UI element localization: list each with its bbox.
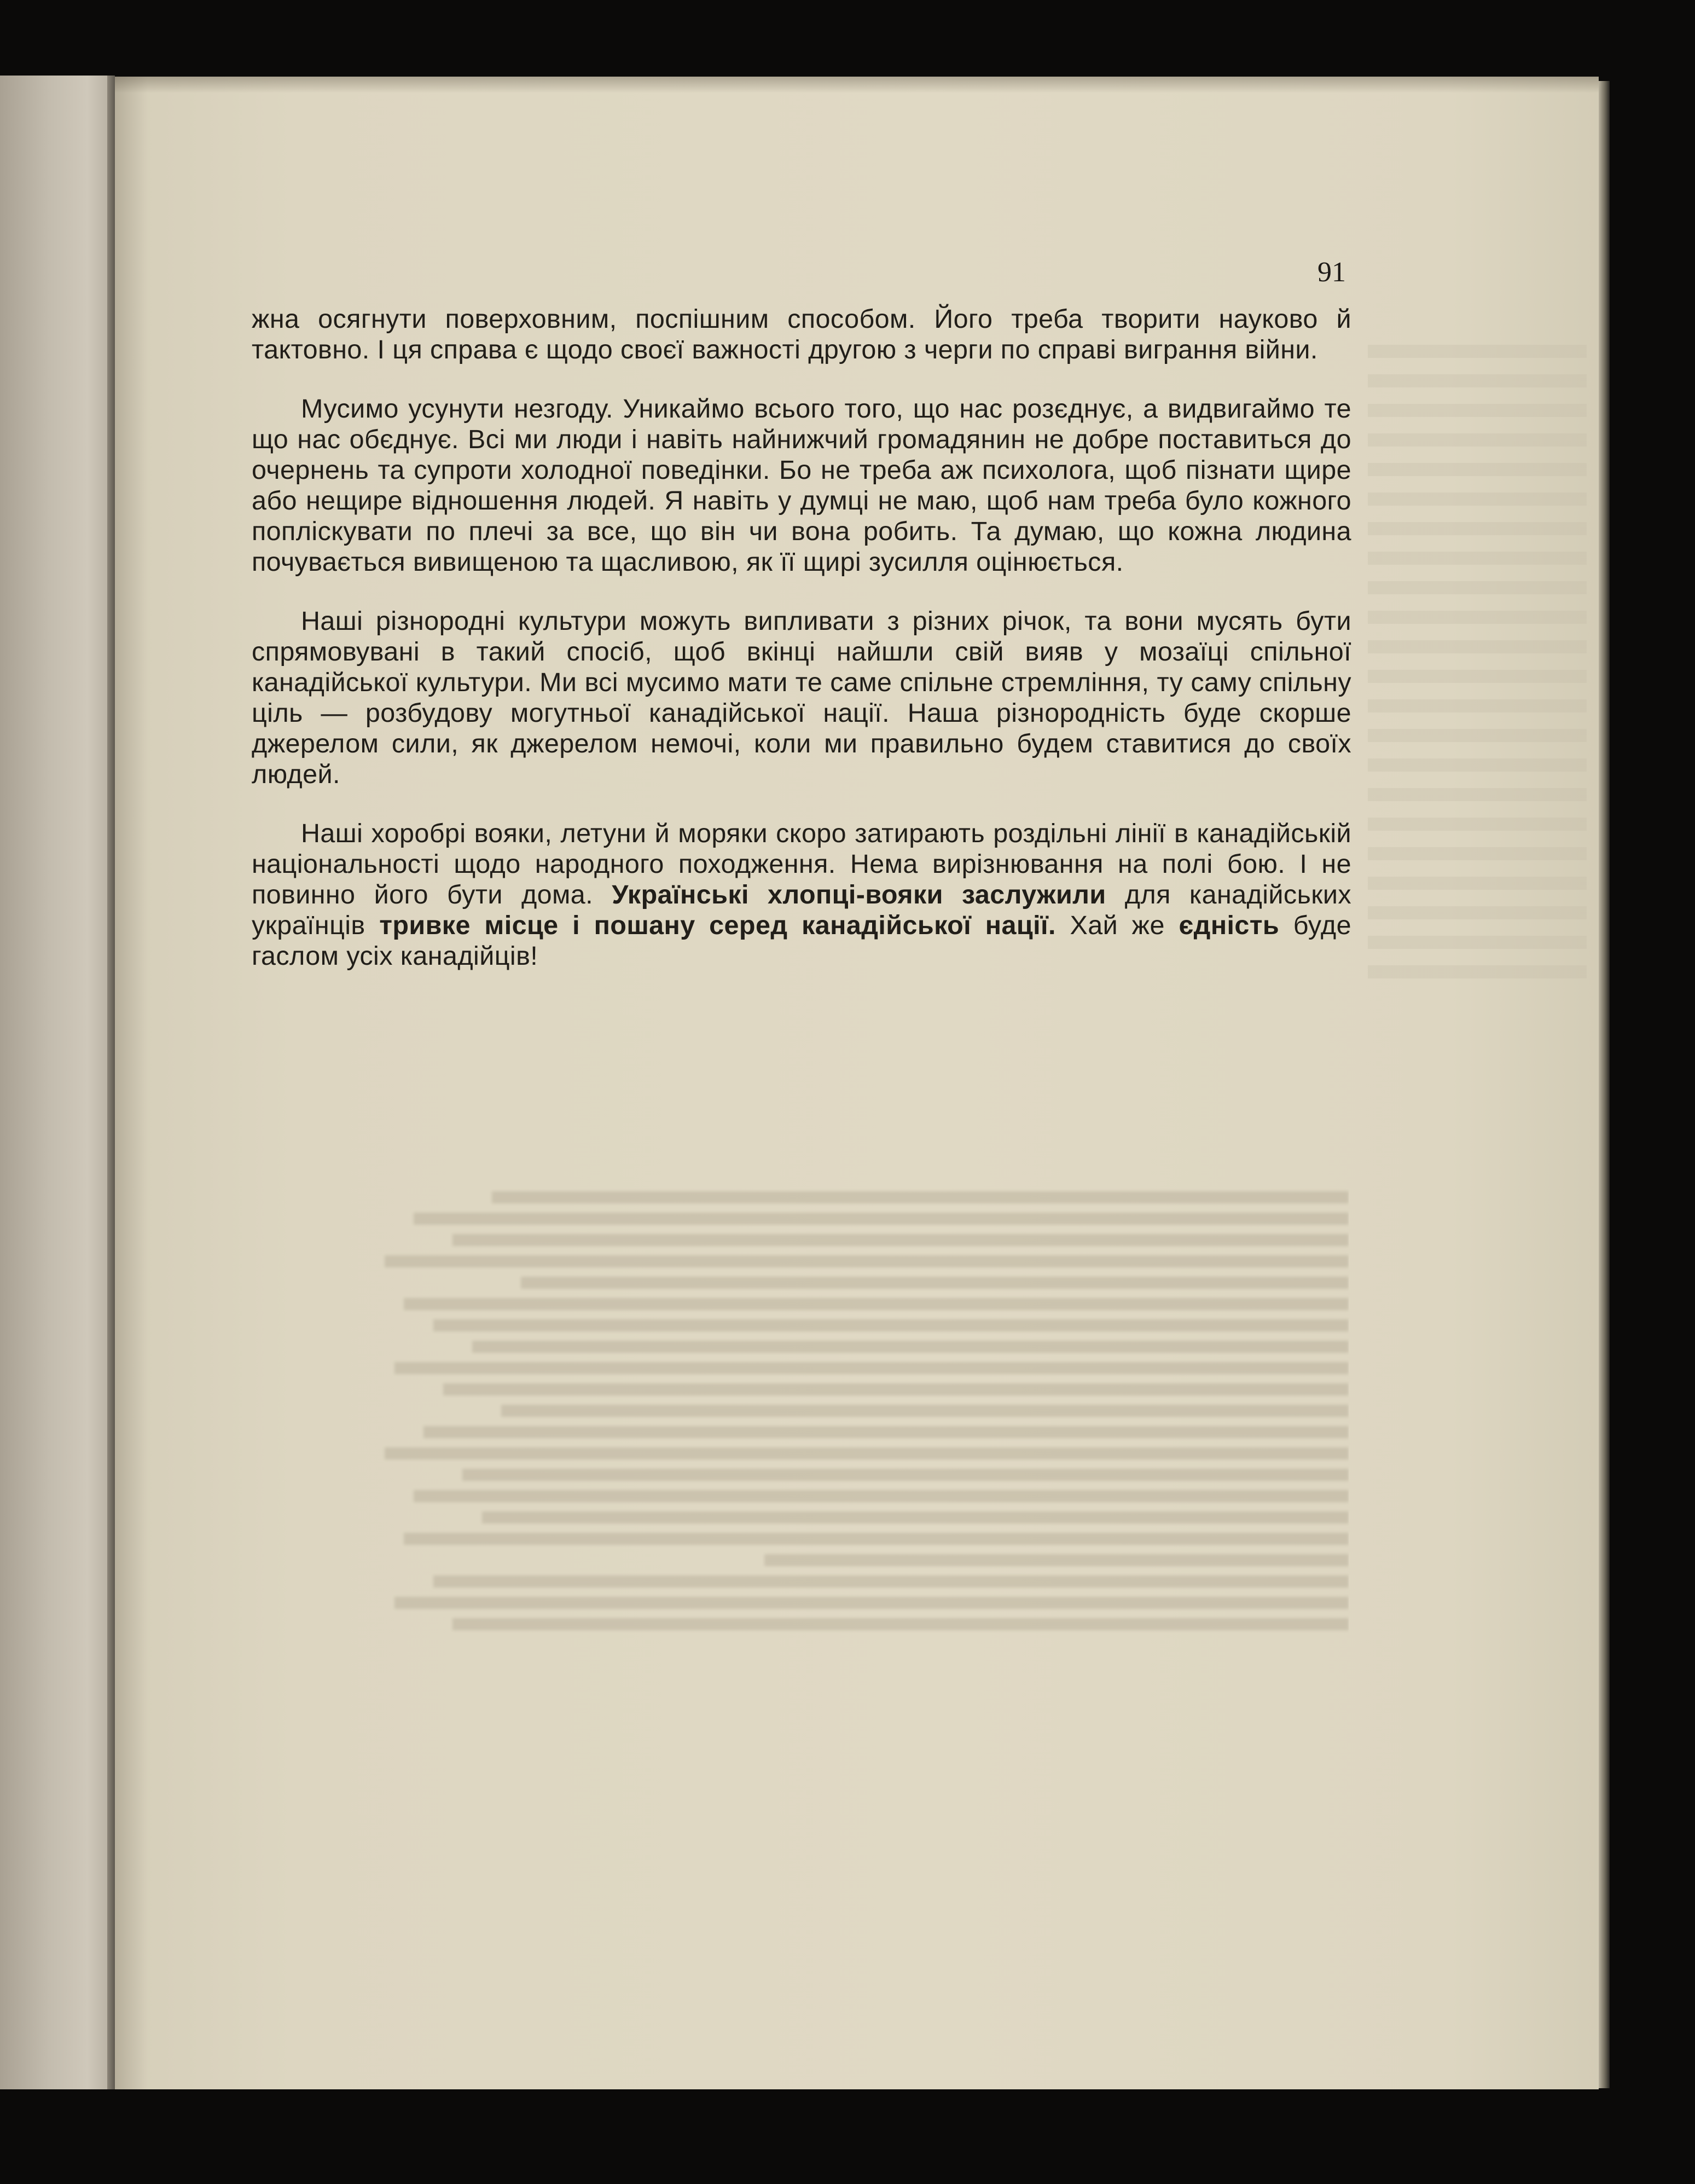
left-page-edge <box>0 76 109 2089</box>
show-through-line <box>394 1362 1349 1374</box>
paragraph-text: Наші різнородні культури можуть випливати з різних річок, та вони мусять бути спрямовувані в такий спосіб, щоб вкінці найшли свій вияв у мозаїці спільної канадійської культури. Ми всі мусимо мати те саме спільне стремління, ту саму спільну ціль — розбудову могутньої канадійської нації. Наша різнородність буде скорше джерелом сили, як джерелом немочі, коли ми правильно будем ставитися до своїх людей. <box>252 606 1351 789</box>
bold-phrase: єдність <box>1179 911 1280 940</box>
paragraph-text: буде гаслом усіх канадійців! <box>252 911 1351 971</box>
paragraph-text: для канадійських українців <box>252 880 1351 940</box>
paragraph-4 <box>252 818 1351 971</box>
show-through-line <box>414 1490 1349 1502</box>
show-through-text <box>375 1182 1349 1839</box>
show-through-line <box>404 1298 1349 1310</box>
show-through-line <box>385 1255 1349 1267</box>
show-through-line <box>452 1618 1349 1630</box>
paragraph-2 <box>252 393 1351 577</box>
show-through-line <box>414 1213 1349 1225</box>
show-through-line <box>452 1234 1349 1246</box>
show-through-line <box>764 1554 1349 1566</box>
show-through-line <box>462 1469 1349 1481</box>
paragraph-text: Мусимо усунути незгоду. Уникаймо всього того, що нас розєднує, а видвигаймо те що нас обєднує. Всі ми люди і навіть найнижчий громадянин не добре поставиться до очернень та супроти холодної поведінки. Бо не треба аж психолога, щоб пізнати щире або нещире відношення людей. Я навіть у думці не маю, щоб нам треба було кожного поплiскувати по плечі за все, що він чи вона робить. Та думаю, що кожна людина почувається вивищеною та щасливою, як її щирі зусилля оцінюється. <box>252 394 1351 577</box>
page-top-shadow <box>115 77 1599 93</box>
body-text <box>252 304 1351 971</box>
bold-phrase: тривке місце і пошану серед канадійської нації. <box>379 911 1056 940</box>
show-through-line <box>423 1426 1349 1438</box>
book-spine <box>107 76 115 2089</box>
page-number: 91 <box>1317 257 1346 288</box>
paragraph-text: Наші хоробрі вояки, летуни й моряки скоро затирають роздільні лінії в канадійській національності щодо народного походження. Нема вирізнювання на полі бою. І не повинно його бути дома. <box>252 819 1351 909</box>
show-through-heading <box>1368 328 1587 985</box>
show-through-line <box>404 1533 1349 1545</box>
paragraph-text: жна осягнути поверховним, поспішним способом. Його треба творити науково й тактовно. І ця справа є щодо своєї важності другою з черги по справі виграння війни. <box>252 304 1351 364</box>
show-through-line <box>385 1447 1349 1459</box>
paragraph-3 <box>252 606 1351 790</box>
paragraph-1 <box>252 304 1351 365</box>
show-through-line <box>472 1341 1349 1353</box>
page-right-edge <box>1599 81 1610 2088</box>
show-through-line <box>501 1405 1349 1417</box>
paragraph-text: Хай же <box>1055 911 1179 940</box>
show-through-line <box>443 1383 1349 1395</box>
bold-phrase: Українські хлопці-вояки заслужили <box>612 880 1106 909</box>
show-through-line <box>433 1575 1349 1588</box>
show-through-line <box>394 1597 1349 1609</box>
show-through-line <box>492 1191 1349 1203</box>
show-through-line <box>482 1511 1349 1523</box>
show-through-line <box>433 1319 1349 1331</box>
page-gutter-shadow <box>115 77 148 2089</box>
show-through-line <box>521 1277 1349 1289</box>
